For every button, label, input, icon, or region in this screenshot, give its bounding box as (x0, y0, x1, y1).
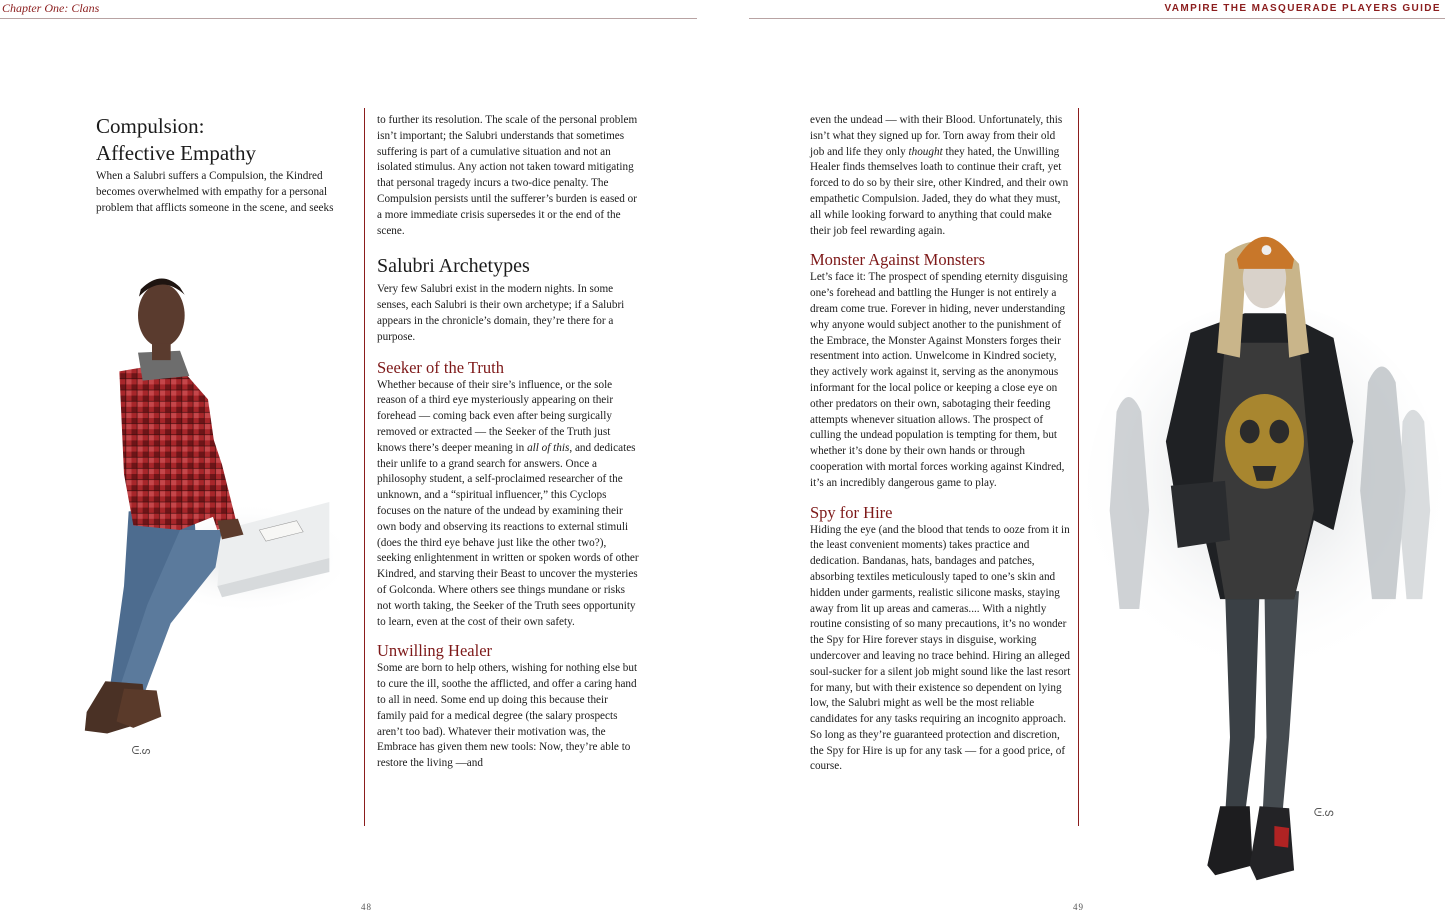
left-page (0, 0, 722, 915)
healer-heading: Unwilling Healer (377, 641, 493, 661)
right-page (722, 0, 1445, 915)
compulsion-continued: to further its resolution. The scale of the personal problem isn’t important; the Salubri understands that sometimes suffering is part of a cumulative situation and not an isolated stimulus. Any action not taken toward mitigating that personal tragedy incurs a two-dice penalty. The Compulsion persists until the sufferer’s burden is eased or a more immediate crisis supersedes it or the end of the scene. (377, 114, 638, 237)
archetypes-text: Very few Salubri exist in the modern nights. In some senses, each Salubri is their own archetype; if a Salubri appears in the chronicle’s domain, they’re there for a purpose. (377, 283, 625, 343)
svg-text:ᕮ.ᔕ: ᕮ.ᔕ (131, 746, 151, 757)
salubri-woman-illustration (1087, 185, 1442, 895)
monster-heading: Monster Against Monsters (810, 250, 986, 270)
column-rule-left (364, 108, 365, 826)
seeker-heading: Seeker of the Truth (377, 357, 504, 377)
compulsion-heading-line2: Affective Empathy (96, 141, 256, 165)
healer-text: Some are born to help others, wishing for nothing else but to cure the ill, soothe the afflicted, and offer a caring hand to all in need. Some end up doing this because their family paid for a medical degree (the salary prospects aren’t too bad). Whatever their motivation was, the Embrace has given them new tools: Now, they’re able to restore the living —and (377, 662, 638, 770)
column-rule-right (1078, 108, 1079, 826)
page-number-right: 49 (1073, 902, 1084, 912)
healer-continued-part2: they hated, the Unwilling Healer finds themselves loath to continue their craft, yet forced to do so by their sire, other Kindred, and their own empathetic Compulsion. Jaded, they do what they must, all while looking forward to anything that could make their job feel rewarding again. (810, 145, 1069, 237)
chapter-title: Chapter One: Clans (2, 1, 100, 15)
healer-continued-part1: even the undead — with their Blood. Unfortunately, this isn’t what they signed up for. Torn away from their old job and life they only (810, 114, 1063, 158)
right-column (810, 113, 1072, 775)
compulsion-heading-line1: Compulsion: (96, 114, 205, 138)
seeker-text-part1: Whether because of their sire’s influence, or the sole reason of a third eye mysteriously appearing on their forehead — coming back even after being surgically removed or extracted — the Seeker of the Truth just knows there’s deeper meaning in (377, 378, 614, 454)
page-number-left: 48 (361, 902, 372, 912)
running-head-left (0, 0, 697, 19)
compulsion-text: When a Salubri suffers a Compulsion, the Kindred becomes overwhelmed with empathy for a personal problem that afflicts someone in the scene, and seeks (96, 170, 334, 214)
healer-continued-italic: thought (908, 145, 943, 158)
salubri-man-illustration (20, 250, 340, 810)
running-head-right (749, 0, 1445, 19)
seeker-text-part2: , and dedicates their unlife to a grand search for answers. Once a philosophy student, a self-proclaimed researcher of the unknown, and a “spiritual influencer,” this Cyclops focuses on the nature of the undead by examining their own body and observing its reactions to external stimuli (does the third eye behave just like the other two?), seeking enlightenment in written or spoken words of other Kindred, and starving their Beast to uncover the mysteries of Golconda. Where others see things mundane or risks not worth taking, the Seeker of the Truth sees opportunity to learn, even at the cost of their own safety. (377, 441, 639, 628)
left-column-1 (96, 113, 358, 216)
svg-text:ᕮ.ᔕ: ᕮ.ᔕ (1313, 807, 1334, 820)
healer-continued (810, 113, 1072, 239)
spy-heading: Spy for Hire (810, 502, 893, 522)
monster-text: Let’s face it: The prospect of spending eternity disguising one’s forehead and battling the Hunger is not entirely a dream come true. Forever in hiding, never understanding why anyone would subject another to the punishment of the Embrace, the Monster Against Monsters forges their resentment into action. Unwelcome in Kindred society, they actively work against it, serving as the anonymous informant for the local police or keeping a close eye on other predators on their own, sabotaging their feeding attempts whenever situation allows. The prospect of culling the undead population is tempting for them, but whether it’s done by their own hands or through cooperation with mortal forces working against Kindred, it’s an incredibly dangerous game to play. (810, 271, 1068, 489)
seeker-text-italic: all of this (527, 441, 570, 454)
spy-text: Hiding the eye (and the blood that tends to ooze from it in the least convenient moments) takes practice and dedication. Bandanas, hats, bandages and patches, absorbing textiles meticulously taped to one’s skin and hidden under garments, realistic silicone masks, staying away from lit up areas and cameras.... With a nightly routine consisting of so many precautions, it’s no wonder the Spy for Hire forever stays in disguise, working undercover and leaving no trace behind. Hiring an alleged soul-sucker for a silent job might sound like the last resort for many, but with their existence so dependent on lying low, the Salubri might as well be the most reliable candidates for any tasks requiring an incognito approach. So long as they’re guaranteed protection and discretion, the Spy for Hire is up for any task — for a good price, of course. (810, 523, 1071, 773)
compulsion-heading (96, 113, 358, 167)
seeker-text (377, 378, 639, 631)
left-column-2 (377, 113, 639, 772)
book-title: VAMPIRE THE MASQUERADE PLAYERS GUIDE (1164, 3, 1441, 14)
archetypes-heading: Salubri Archetypes (377, 255, 530, 278)
